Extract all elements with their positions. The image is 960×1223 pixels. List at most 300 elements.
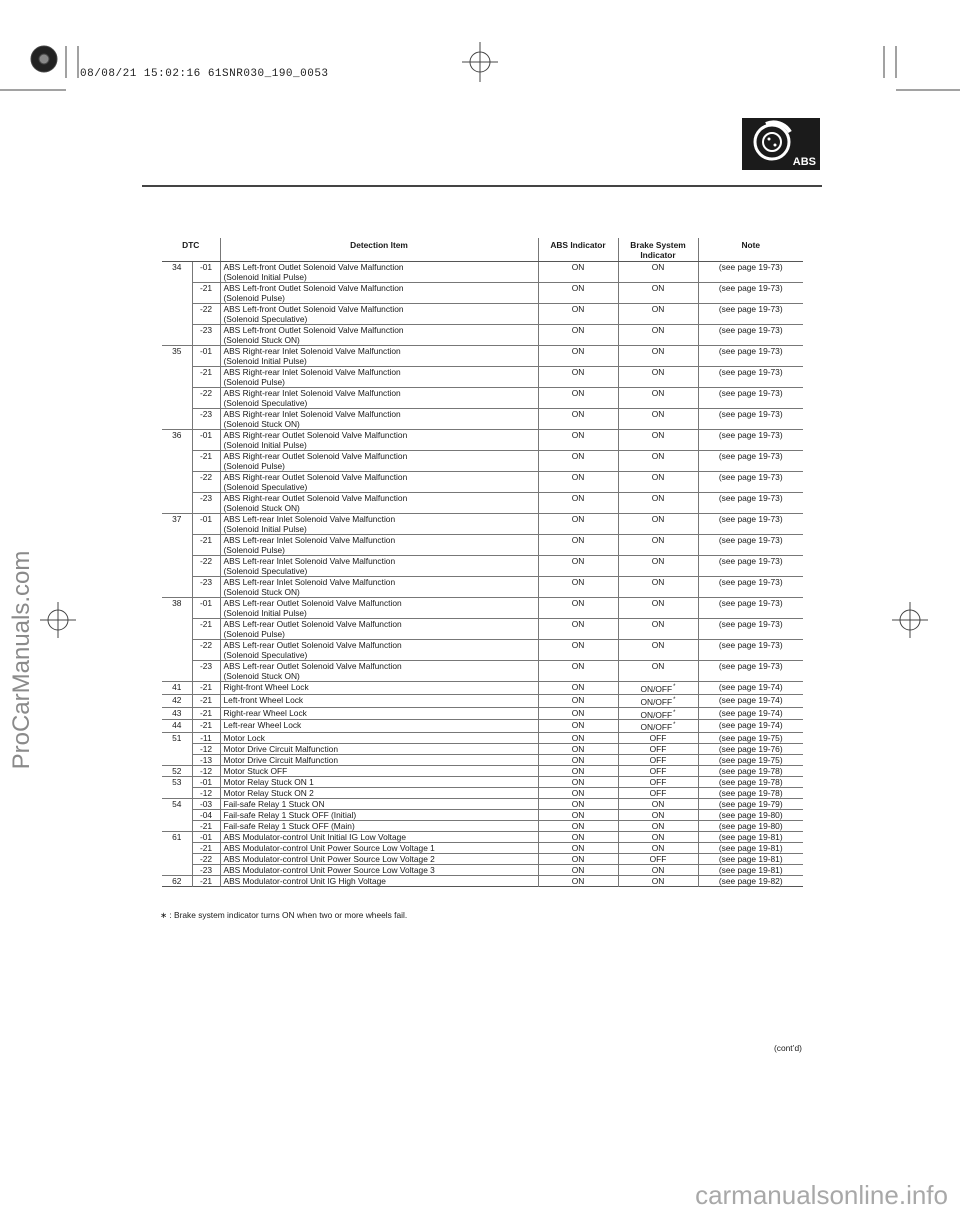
brake-indicator-value — [618, 661, 698, 682]
note-value: (see page 19-79) — [698, 799, 803, 810]
brake-indicator-value — [618, 766, 698, 777]
abs-indicator-value: ON — [538, 821, 618, 832]
brake-indicator-value — [618, 430, 698, 451]
abs-indicator-value: ON — [538, 694, 618, 707]
brake-indicator-value — [618, 325, 698, 346]
detection-item — [220, 755, 538, 766]
table-row — [162, 325, 803, 346]
brake-indicator-text: ON — [651, 619, 665, 629]
abs-indicator-value: ON — [538, 304, 618, 325]
brake-indicator-value — [618, 283, 698, 304]
detection-item-line1: ABS Left-front Outlet Solenoid Valve Malfunction — [223, 262, 404, 272]
detection-item — [220, 409, 538, 430]
detection-item — [220, 535, 538, 556]
note-value: (see page 19-75) — [698, 755, 803, 766]
brake-indicator-value — [618, 755, 698, 766]
table-row — [162, 556, 803, 577]
dtc-subcode: -01 — [192, 430, 220, 451]
dtc-code — [162, 283, 192, 304]
dtc-code — [162, 755, 192, 766]
dtc-code: 53 — [162, 777, 192, 788]
detection-item-line1: Fail-safe Relay 1 Stuck OFF (Main) — [223, 821, 355, 832]
detection-item-line2: (Solenoid Stuck ON) — [223, 587, 300, 597]
detection-item-line1: ABS Left-front Outlet Solenoid Valve Malfunction — [223, 283, 404, 293]
abs-indicator-value: ON — [538, 619, 618, 640]
detection-item-line1: ABS Modulator-control Unit Power Source Low Voltage 1 — [223, 843, 435, 854]
brake-indicator-text: ON — [651, 472, 665, 482]
note-value: (see page 19-73) — [698, 535, 803, 556]
dtc-code: 38 — [162, 598, 192, 619]
note-value: (see page 19-74) — [698, 707, 803, 720]
detection-item-line1: Left-rear Wheel Lock — [223, 720, 302, 731]
table-row — [162, 304, 803, 325]
detection-item — [220, 577, 538, 598]
brake-indicator-text: OFF — [649, 854, 667, 865]
dtc-code — [162, 472, 192, 493]
dtc-subcode: -01 — [192, 514, 220, 535]
table-row — [162, 843, 803, 854]
note-value: (see page 19-74) — [698, 694, 803, 707]
dtc-subcode: -22 — [192, 640, 220, 661]
brake-indicator-text: ON — [651, 535, 665, 545]
dtc-code — [162, 325, 192, 346]
detection-item — [220, 777, 538, 788]
dtc-subcode: -23 — [192, 493, 220, 514]
footnote-marker: * — [673, 722, 676, 729]
detection-item-line1: ABS Right-rear Outlet Solenoid Valve Malfunction — [223, 451, 408, 461]
table-row — [162, 810, 803, 821]
brake-indicator-value — [618, 535, 698, 556]
detection-item-line1: ABS Modulator-control Unit Initial IG Low Voltage — [223, 832, 406, 843]
brake-indicator-text: OFF — [649, 766, 667, 777]
abs-indicator-value: ON — [538, 854, 618, 865]
brake-indicator-text: ON — [651, 865, 665, 876]
dtc-subcode: -21 — [192, 283, 220, 304]
table-row — [162, 821, 803, 832]
detection-item-line1: Right-front Wheel Lock — [223, 682, 309, 692]
detection-item-line1: ABS Left-rear Inlet Solenoid Valve Malfunction — [223, 577, 396, 587]
table-row — [162, 598, 803, 619]
note-value: (see page 19-73) — [698, 556, 803, 577]
dtc-code — [162, 744, 192, 755]
brake-indicator-text: OFF — [649, 788, 667, 799]
table-row — [162, 744, 803, 755]
detection-item-line2: (Solenoid Stuck ON) — [223, 335, 300, 345]
abs-indicator-value: ON — [538, 409, 618, 430]
dtc-subcode: -01 — [192, 598, 220, 619]
dtc-subcode: -22 — [192, 472, 220, 493]
table-row — [162, 876, 803, 887]
footnote-marker: * — [673, 696, 676, 703]
detection-item — [220, 733, 538, 744]
abs-label: ABS — [792, 156, 816, 168]
detection-item-line1: Fail-safe Relay 1 Stuck ON — [223, 799, 325, 810]
note-value: (see page 19-81) — [698, 865, 803, 876]
detection-item-line1: ABS Left-front Outlet Solenoid Valve Malfunction — [223, 304, 404, 314]
brake-indicator-text: ON — [651, 799, 665, 810]
header-rule — [142, 185, 822, 187]
abs-indicator-value: ON — [538, 832, 618, 843]
brake-indicator-value — [618, 744, 698, 755]
detection-item-line2: (Solenoid Pulse) — [223, 377, 285, 387]
dtc-subcode: -21 — [192, 535, 220, 556]
dtc-subcode: -01 — [192, 777, 220, 788]
header-dtc: DTC — [162, 238, 220, 262]
table-row — [162, 788, 803, 799]
brake-indicator-text: ON — [651, 577, 665, 587]
detection-item-line2: (Solenoid Stuck ON) — [223, 503, 300, 513]
dtc-subcode: -22 — [192, 304, 220, 325]
detection-item-line1: Motor Relay Stuck ON 1 — [223, 777, 314, 788]
dtc-subcode: -21 — [192, 451, 220, 472]
dtc-subcode: -21 — [192, 682, 220, 695]
note-value: (see page 19-74) — [698, 682, 803, 695]
brake-indicator-value — [618, 619, 698, 640]
dtc-code — [162, 388, 192, 409]
detection-item-line2: (Solenoid Initial Pulse) — [223, 272, 307, 282]
bottom-watermark: carmanualsonline.info — [695, 1180, 948, 1210]
dtc-code: 52 — [162, 766, 192, 777]
note-value: (see page 19-73) — [698, 640, 803, 661]
brake-indicator-text: ON/OFF — [640, 696, 673, 707]
table-header-row — [162, 238, 803, 262]
brake-indicator-value — [618, 799, 698, 810]
dtc-subcode: -21 — [192, 367, 220, 388]
brake-indicator-text: ON — [651, 409, 665, 419]
detection-item-line2: (Solenoid Pulse) — [223, 461, 285, 471]
brake-indicator-text: ON — [651, 451, 665, 461]
note-value: (see page 19-78) — [698, 766, 803, 777]
header-abs-indicator: ABS Indicator — [538, 238, 618, 262]
abs-indicator-value: ON — [538, 865, 618, 876]
note-value: (see page 19-76) — [698, 744, 803, 755]
dtc-code — [162, 556, 192, 577]
detection-item-line2: (Solenoid Initial Pulse) — [223, 524, 307, 534]
table-row — [162, 367, 803, 388]
table-row — [162, 640, 803, 661]
table-row — [162, 661, 803, 682]
brake-indicator-value — [618, 304, 698, 325]
brake-indicator-text: ON — [651, 262, 665, 272]
detection-item-line1: ABS Left-front Outlet Solenoid Valve Malfunction — [223, 325, 404, 335]
abs-indicator-value: ON — [538, 346, 618, 367]
abs-indicator-value: ON — [538, 707, 618, 720]
detection-item — [220, 262, 538, 283]
dtc-subcode: -21 — [192, 707, 220, 720]
detection-item-line1: ABS Left-rear Inlet Solenoid Valve Malfunction — [223, 514, 396, 524]
abs-indicator-value: ON — [538, 598, 618, 619]
note-value: (see page 19-80) — [698, 810, 803, 821]
detection-item-line2: (Solenoid Stuck ON) — [223, 671, 300, 681]
abs-indicator-value: ON — [538, 733, 618, 744]
brake-indicator-text: ON — [651, 304, 665, 314]
table-row — [162, 799, 803, 810]
brake-indicator-text: OFF — [649, 755, 667, 766]
table-row — [162, 733, 803, 744]
brake-indicator-value — [618, 451, 698, 472]
table-row — [162, 493, 803, 514]
brake-indicator-value — [618, 777, 698, 788]
detection-item — [220, 451, 538, 472]
brake-indicator-value — [618, 865, 698, 876]
brake-indicator-value — [618, 682, 698, 695]
brake-indicator-text: ON/OFF — [640, 709, 673, 720]
brake-indicator-text: OFF — [649, 777, 667, 788]
abs-indicator-value: ON — [538, 720, 618, 733]
note-value: (see page 19-82) — [698, 876, 803, 887]
brake-indicator-value — [618, 409, 698, 430]
table-row — [162, 865, 803, 876]
detection-item — [220, 283, 538, 304]
detection-item-line1: Motor Stuck OFF — [223, 766, 288, 777]
brake-indicator-value — [618, 707, 698, 720]
dtc-code: 36 — [162, 430, 192, 451]
table-row — [162, 777, 803, 788]
table-row — [162, 720, 803, 733]
footnote-marker: * — [673, 709, 676, 716]
table-row — [162, 619, 803, 640]
brake-indicator-value — [618, 843, 698, 854]
note-value: (see page 19-73) — [698, 367, 803, 388]
detection-item — [220, 766, 538, 777]
footnote-marker: * — [673, 684, 676, 690]
abs-indicator-value: ON — [538, 556, 618, 577]
note-value: (see page 19-73) — [698, 346, 803, 367]
detection-item — [220, 640, 538, 661]
brake-indicator-text: ON — [651, 556, 665, 566]
detection-item — [220, 346, 538, 367]
note-value: (see page 19-75) — [698, 733, 803, 744]
note-value: (see page 19-73) — [698, 451, 803, 472]
abs-indicator-value: ON — [538, 744, 618, 755]
detection-item-line2: (Solenoid Pulse) — [223, 629, 285, 639]
detection-item — [220, 472, 538, 493]
brake-indicator-text: OFF — [649, 744, 667, 755]
detection-item-line1: ABS Right-rear Outlet Solenoid Valve Malfunction — [223, 430, 408, 440]
note-value: (see page 19-73) — [698, 283, 803, 304]
abs-indicator-value: ON — [538, 514, 618, 535]
dtc-code — [162, 810, 192, 821]
dtc-code — [162, 821, 192, 832]
detection-item-line2: (Solenoid Pulse) — [223, 293, 285, 303]
dtc-code: 43 — [162, 707, 192, 720]
abs-indicator-value: ON — [538, 777, 618, 788]
detection-item-line1: ABS Right-rear Inlet Solenoid Valve Malfunction — [223, 346, 401, 356]
dtc-code: 61 — [162, 832, 192, 843]
dtc-code — [162, 304, 192, 325]
abs-indicator-value: ON — [538, 493, 618, 514]
abs-indicator-value: ON — [538, 325, 618, 346]
detection-item-line1: ABS Left-rear Outlet Solenoid Valve Malfunction — [223, 661, 402, 671]
detection-item — [220, 556, 538, 577]
note-value: (see page 19-73) — [698, 619, 803, 640]
table-row — [162, 577, 803, 598]
detection-item-line1: Fail-safe Relay 1 Stuck OFF (Initial) — [223, 810, 357, 821]
dtc-code — [162, 535, 192, 556]
dtc-code — [162, 577, 192, 598]
detection-item — [220, 430, 538, 451]
dtc-code — [162, 619, 192, 640]
abs-indicator-value: ON — [538, 472, 618, 493]
dtc-subcode: -04 — [192, 810, 220, 821]
header-brake-line1: Brake System — [630, 240, 686, 250]
brake-indicator-value — [618, 262, 698, 283]
brake-indicator-value — [618, 733, 698, 744]
brake-indicator-value — [618, 514, 698, 535]
dtc-code — [162, 367, 192, 388]
dtc-code: 41 — [162, 682, 192, 695]
abs-section-icon — [742, 118, 820, 170]
abs-indicator-value: ON — [538, 640, 618, 661]
dtc-code — [162, 451, 192, 472]
table-row — [162, 755, 803, 766]
detection-item-line1: Motor Drive Circuit Malfunction — [223, 744, 338, 755]
brake-indicator-text: ON — [651, 640, 665, 650]
note-value: (see page 19-81) — [698, 832, 803, 843]
dtc-subcode: -12 — [192, 788, 220, 799]
table-row — [162, 535, 803, 556]
dtc-subcode: -23 — [192, 661, 220, 682]
dtc-subcode: -22 — [192, 556, 220, 577]
brake-indicator-text: ON — [651, 661, 665, 671]
detection-item — [220, 810, 538, 821]
detection-item-line2: (Solenoid Speculative) — [223, 398, 308, 408]
brake-indicator-text: ON — [651, 821, 665, 832]
dtc-code — [162, 843, 192, 854]
dtc-subcode: -21 — [192, 720, 220, 733]
abs-indicator-value: ON — [538, 388, 618, 409]
detection-item — [220, 661, 538, 682]
detection-item — [220, 832, 538, 843]
note-value: (see page 19-81) — [698, 854, 803, 865]
dtc-code — [162, 865, 192, 876]
detection-item-line2: (Solenoid Initial Pulse) — [223, 356, 307, 366]
brake-indicator-value — [618, 832, 698, 843]
detection-item-line1: Right-rear Wheel Lock — [223, 707, 307, 718]
dtc-subcode: -21 — [192, 694, 220, 707]
detection-item — [220, 821, 538, 832]
table-row — [162, 409, 803, 430]
table-row — [162, 766, 803, 777]
detection-item-line1: ABS Right-rear Outlet Solenoid Valve Malfunction — [223, 493, 408, 503]
dtc-subcode: -13 — [192, 755, 220, 766]
abs-indicator-value: ON — [538, 451, 618, 472]
abs-indicator-value: ON — [538, 876, 618, 887]
print-timestamp: 08/08/21 15:02:16 61SNR030_190_0053 — [80, 68, 329, 80]
detection-item — [220, 682, 538, 695]
abs-indicator-value: ON — [538, 788, 618, 799]
detection-item — [220, 788, 538, 799]
detection-item — [220, 707, 538, 720]
brake-indicator-text: ON — [651, 388, 665, 398]
detection-item-line1: ABS Modulator-control Unit IG High Voltage — [223, 876, 386, 887]
detection-item-line1: ABS Left-rear Inlet Solenoid Valve Malfunction — [223, 535, 396, 545]
brake-indicator-value — [618, 367, 698, 388]
abs-indicator-value: ON — [538, 283, 618, 304]
brake-indicator-text: ON — [651, 493, 665, 503]
note-value: (see page 19-81) — [698, 843, 803, 854]
brake-indicator-text: ON/OFF — [640, 722, 673, 733]
detection-item-line2: (Solenoid Speculative) — [223, 482, 308, 492]
table-row — [162, 682, 803, 695]
dtc-subcode: -23 — [192, 409, 220, 430]
detection-item-line2: (Solenoid Pulse) — [223, 545, 285, 555]
dtc-subcode: -21 — [192, 619, 220, 640]
brake-indicator-text: ON — [651, 876, 665, 887]
abs-indicator-value: ON — [538, 430, 618, 451]
detection-item-line1: ABS Right-rear Outlet Solenoid Valve Malfunction — [223, 472, 408, 482]
brake-indicator-text: ON — [651, 346, 665, 356]
detection-item — [220, 325, 538, 346]
table-row — [162, 283, 803, 304]
detection-item-line1: ABS Left-rear Outlet Solenoid Valve Malfunction — [223, 619, 402, 629]
brake-indicator-value — [618, 810, 698, 821]
abs-indicator-value: ON — [538, 367, 618, 388]
detection-item-line1: Left-front Wheel Lock — [223, 694, 304, 705]
brake-indicator-text: ON — [651, 598, 665, 608]
continued-label: (cont’d) — [774, 1043, 802, 1053]
note-value: (see page 19-73) — [698, 661, 803, 682]
dtc-subcode: -11 — [192, 733, 220, 744]
dtc-subcode: -21 — [192, 876, 220, 887]
side-watermark: ProCarManuals.com — [8, 550, 35, 770]
detection-item — [220, 493, 538, 514]
abs-indicator-value: ON — [538, 577, 618, 598]
detection-item — [220, 367, 538, 388]
brake-indicator-value — [618, 788, 698, 799]
table-row — [162, 514, 803, 535]
table-row — [162, 346, 803, 367]
dtc-code: 42 — [162, 694, 192, 707]
brake-indicator-value — [618, 854, 698, 865]
detection-item — [220, 514, 538, 535]
note-value: (see page 19-80) — [698, 821, 803, 832]
brake-indicator-value — [618, 556, 698, 577]
table-row — [162, 430, 803, 451]
detection-item — [220, 876, 538, 887]
note-value: (see page 19-73) — [698, 409, 803, 430]
brake-indicator-text: ON — [651, 430, 665, 440]
brake-indicator-text: ON — [651, 283, 665, 293]
table-row — [162, 262, 803, 283]
detection-item-line1: ABS Modulator-control Unit Power Source Low Voltage 2 — [223, 854, 435, 865]
table-row — [162, 832, 803, 843]
brake-indicator-value — [618, 821, 698, 832]
dtc-code — [162, 493, 192, 514]
dtc-subcode: -21 — [192, 821, 220, 832]
note-value: (see page 19-74) — [698, 720, 803, 733]
dtc-subcode: -22 — [192, 854, 220, 865]
brake-indicator-value — [618, 346, 698, 367]
note-value: (see page 19-73) — [698, 325, 803, 346]
header-brake-line2: Indicator — [640, 250, 676, 260]
brake-indicator-text: ON — [651, 832, 665, 843]
table-row — [162, 451, 803, 472]
detection-item-line2: (Solenoid Initial Pulse) — [223, 440, 307, 450]
abs-indicator-value: ON — [538, 766, 618, 777]
note-value: (see page 19-73) — [698, 472, 803, 493]
table-row — [162, 694, 803, 707]
detection-item-line2: (Solenoid Speculative) — [223, 314, 308, 324]
detection-item-line1: ABS Modulator-control Unit Power Source Low Voltage 3 — [223, 865, 435, 876]
detection-item-line2: (Solenoid Speculative) — [223, 566, 308, 576]
brake-indicator-text: OFF — [649, 733, 667, 744]
dtc-code — [162, 409, 192, 430]
dtc-code: 37 — [162, 514, 192, 535]
dtc-table — [162, 238, 803, 887]
brake-indicator-value — [618, 694, 698, 707]
table-row — [162, 707, 803, 720]
